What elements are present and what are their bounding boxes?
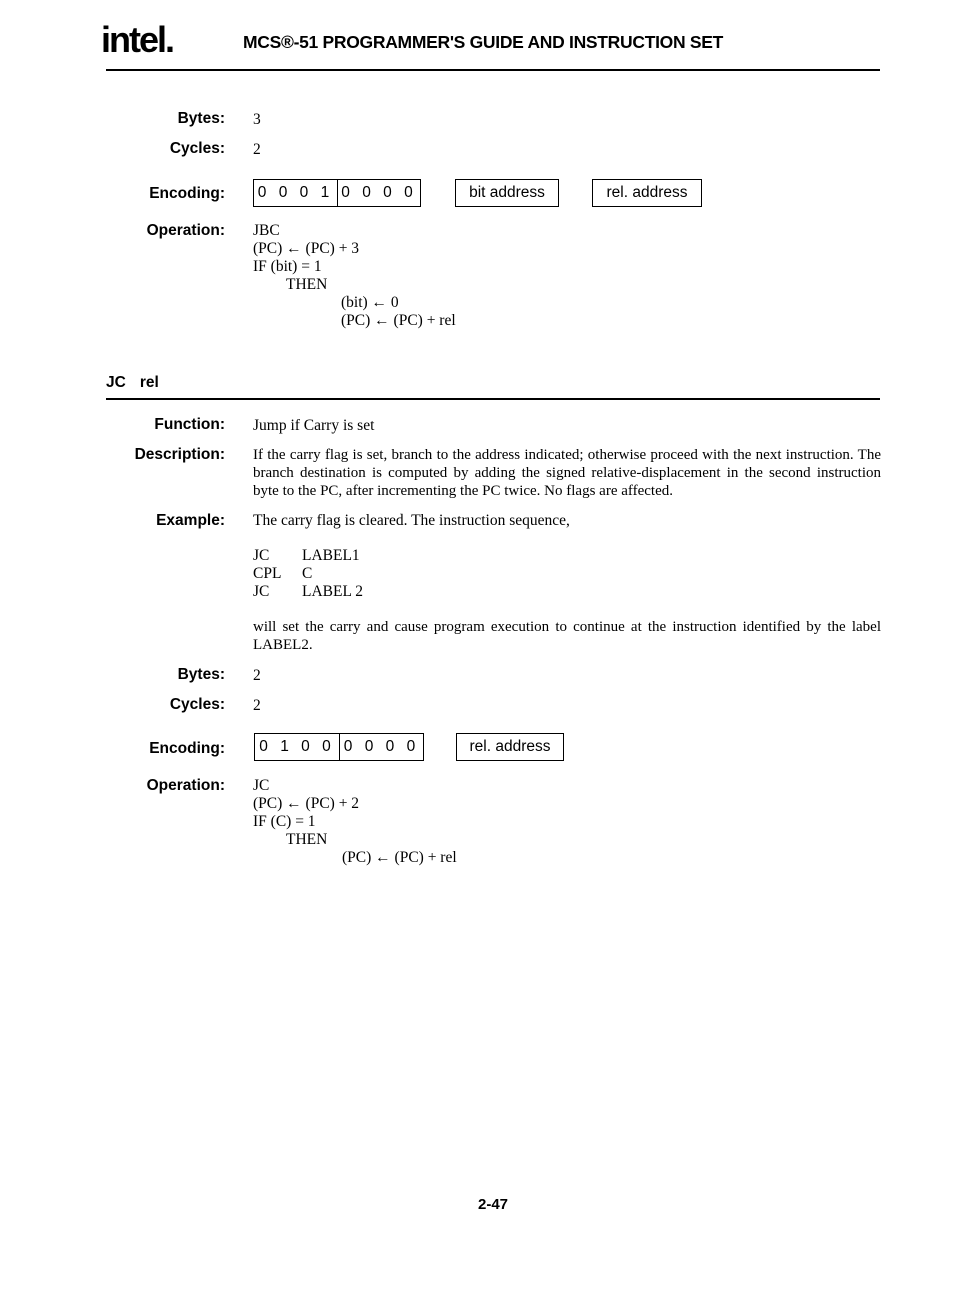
jc-operation-line: IF (C) = 1 xyxy=(253,813,316,830)
section-rule xyxy=(106,398,880,400)
jbc-cycles-value: 2 xyxy=(253,141,261,158)
jc-example-outro: will set the carry and cause program execution to continue at the instruction identified by the label LABEL2. xyxy=(253,619,881,653)
jbc-rel-address-field: rel. address xyxy=(592,179,702,207)
logo-suffix: el. xyxy=(138,19,174,60)
jbc-operation-line: (PC) ← (PC) + 3 xyxy=(253,240,360,257)
page-header-title: MCS®-51 PROGRAMMER'S GUIDE AND INSTRUCTION SET xyxy=(243,32,723,52)
jc-opcode-high-nibble: 0 1 0 0 xyxy=(259,738,335,755)
jc-example-intro: The carry flag is cleared. The instruction sequence, xyxy=(253,512,570,529)
jbc-bytes-value: 3 xyxy=(253,111,261,128)
jc-example-label: Example: xyxy=(156,512,225,529)
jbc-opcode-low-nibble: 0 0 0 0 xyxy=(337,180,420,206)
jc-bytes-label: Bytes: xyxy=(177,666,225,683)
jbc-operation-line: IF (bit) = 1 xyxy=(253,258,322,275)
jbc-bit-address-field: bit address xyxy=(455,179,559,207)
jc-encoding-label: Encoding: xyxy=(149,740,225,757)
jbc-operation-line: (PC) ← (PC) + rel xyxy=(341,312,456,329)
instruction-mnemonic: JC xyxy=(106,374,126,391)
jbc-operation-line: JBC xyxy=(253,222,280,239)
jc-cycles-label: Cycles: xyxy=(169,696,225,713)
jc-opcode-low-nibble: 0 0 0 0 xyxy=(339,734,423,760)
jc-bytes-value: 2 xyxy=(253,667,261,684)
jc-opcode-box xyxy=(254,733,424,761)
jbc-cycles-label: Cycles: xyxy=(169,140,225,157)
header-rule xyxy=(106,69,880,71)
instruction-heading xyxy=(106,374,159,392)
code-op: JC xyxy=(253,547,270,564)
code-op: CPL xyxy=(253,565,282,582)
jc-rel-address-field: rel. address xyxy=(456,733,564,761)
jc-operation-line: (PC) ← (PC) + 2 xyxy=(253,795,360,812)
intel-logo xyxy=(101,20,173,60)
jbc-opcode-box xyxy=(253,179,421,207)
jc-description-label: Description: xyxy=(134,446,225,463)
jbc-operation-line: (bit) ← 0 xyxy=(341,294,399,311)
jbc-encoding-label: Encoding: xyxy=(149,185,225,202)
jc-function-label: Function: xyxy=(154,416,225,433)
jc-operation-line: (PC) ← (PC) + rel xyxy=(342,849,457,866)
code-arg: LABEL1 xyxy=(302,547,360,564)
logo-text: int xyxy=(101,19,139,60)
jc-operation-label: Operation: xyxy=(146,777,225,794)
code-op: JC xyxy=(253,583,270,600)
code-arg: C xyxy=(302,565,313,582)
jbc-opcode-high-nibble: 0 0 0 1 xyxy=(257,184,334,201)
jc-description-text: If the carry flag is set, branch to the address indicated; otherwise proceed with the next instruction. The branch destination is computed by adding the signed relative-displacement in the second instruction byte to the PC, after incrementing the PC twice. No flags are affected. xyxy=(253,447,881,499)
jc-operation-line: THEN xyxy=(286,831,328,848)
jbc-bytes-label: Bytes: xyxy=(177,110,225,127)
jc-cycles-value: 2 xyxy=(253,697,261,714)
page-number: 2-47 xyxy=(478,1196,509,1213)
jbc-operation-line: THEN xyxy=(286,276,328,293)
jc-function-value: Jump if Carry is set xyxy=(253,417,375,434)
instruction-operand: rel xyxy=(139,374,159,391)
jbc-operation-label: Operation: xyxy=(146,222,225,239)
jc-operation-line: JC xyxy=(253,777,270,794)
code-arg: LABEL 2 xyxy=(302,583,363,600)
